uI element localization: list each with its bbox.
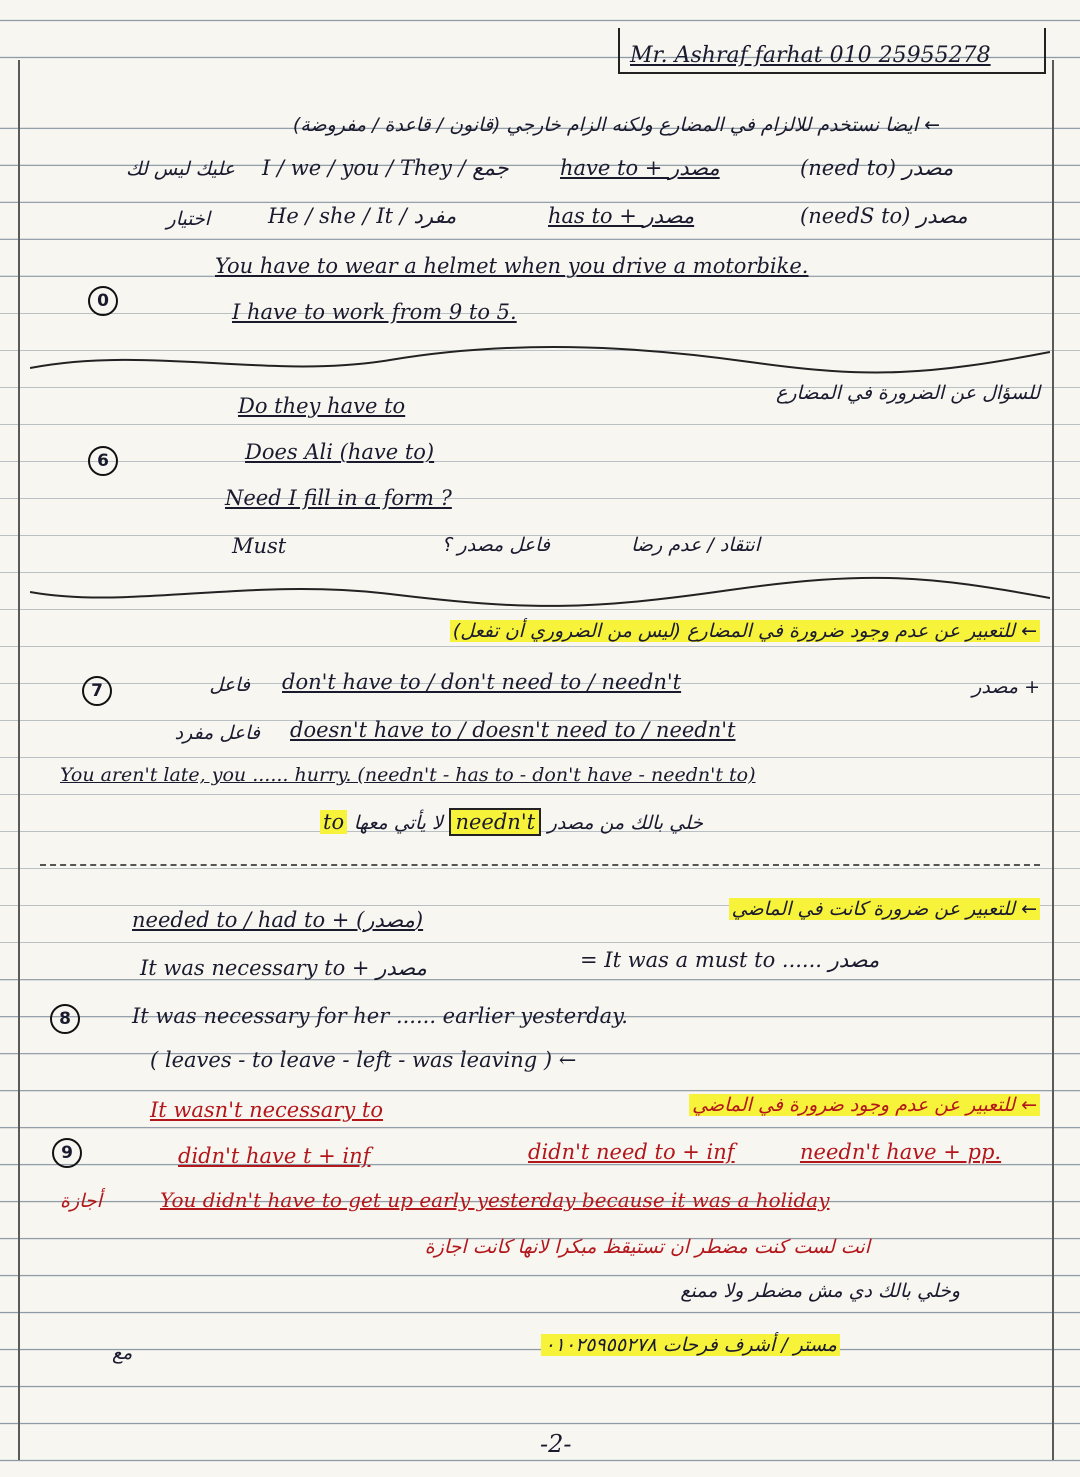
s7-note-to: to: [320, 810, 347, 834]
s7-number-circle: 7: [82, 676, 112, 706]
s0-row1-need: (need to) مصدر: [800, 156, 954, 180]
s9-note: [560, 1280, 960, 1302]
s6-must: Must: [232, 534, 287, 558]
wavy-divider-1: [30, 340, 1050, 380]
wavy-divider-2: [30, 572, 1050, 612]
s8-example: It was necessary for her ...... earlier yesterday.: [132, 1004, 628, 1028]
s8-arabic-title: [560, 898, 1040, 920]
s0-example1: You have to wear a helmet when you drive a motorbike.: [215, 254, 809, 278]
s7-example: You aren't late, you ...... hurry. (needn't - has to - don't have - needn't to): [60, 764, 756, 786]
s7-row1: don't have to / don't need to / needn't: [282, 670, 682, 694]
s9-form2: didn't have t + inf: [178, 1144, 371, 1168]
s8-form2b: = It was a must to ...... مصدر: [580, 948, 880, 972]
s9-example-arabic: انت لست كنت مضطر ان تستيقظ مبكرا لانها كانت اجازة: [424, 1236, 870, 1258]
s0-row1-form: have to + مصدر: [560, 156, 720, 180]
s6-must-arabic: فاعل مصدر ؟: [441, 534, 550, 556]
s0-arabic-note1: عليك ليس لك: [126, 158, 235, 180]
s7-note: [320, 810, 703, 834]
s0-number-circle: 0: [88, 286, 118, 316]
signature: [200, 1334, 840, 1356]
left-margin-line: [18, 60, 20, 1460]
page-number: -2-: [540, 1430, 572, 1458]
s9-form3: didn't need to + inf: [528, 1140, 735, 1164]
s9-arabic-title-text: ← للتعبير عن عدم وجود ضرورة في الماضي: [689, 1094, 1040, 1116]
s7-note-boxed: needn't: [449, 808, 541, 836]
s7-arabic-title-text: ← للتعبير عن عدم وجود ضرورة في المضارع (ليس من الضروري أن تفعل): [450, 620, 1040, 642]
s9-note-text: وخلي بالك دي مش مضطر ولا ممنع: [680, 1280, 960, 1302]
teacher-header: [618, 28, 1046, 74]
s9-number-circle: 9: [52, 1138, 82, 1168]
s6-question3: Need I fill in a form ?: [225, 486, 452, 510]
s7-plural-subject: فاعل: [209, 674, 250, 696]
s9-form1: It wasn't necessary to: [150, 1098, 383, 1122]
s0-row2-need: (needS to) مصدر: [800, 204, 968, 228]
s0-row2-pronouns: He / she / It / مفرد: [268, 204, 457, 228]
s8-arabic-title-text: ← للتعبير عن ضرورة كانت في الماضي: [729, 898, 1040, 920]
s8-choices: ( leaves - to leave - left - was leaving ) ←: [150, 1048, 577, 1072]
s9-example: You didn't have to get up early yesterday because it was a holiday: [160, 1188, 830, 1212]
s0-row2-form: has to + مصدر: [548, 204, 695, 228]
s6-number-circle: 6: [88, 446, 118, 476]
s0-example2: I have to work from 9 to 5.: [232, 300, 517, 324]
header-title: Mr. Ashraf farhat 010 25955278: [630, 43, 991, 68]
s7-row2: doesn't have to / doesn't need to / needn't: [290, 718, 736, 742]
s0-arabic-intro: ← ايضا نستخدم للالزام في المضارع ولكنه الزام خارجي (قانون / قاعدة / مفروضة): [292, 114, 940, 136]
s9-example-tag: أجازة: [60, 1190, 102, 1212]
s8-form2a: It was necessary to + مصدر: [140, 956, 427, 980]
s6-arabic-title: [640, 382, 1040, 404]
s6-criticism: انتقاد / عدم رضا: [631, 534, 760, 556]
s8-form1: needed to / had to + (مصدر): [132, 908, 424, 932]
s7-note-ar2: لا يأتي معها: [353, 812, 443, 834]
s0-arabic-note2: اختيار: [166, 208, 210, 230]
signature-text: مستر / أشرف فرحات ٠١٠٢٥٩٥٥٢٧٨: [541, 1334, 840, 1356]
right-margin-line: [1052, 60, 1054, 1460]
dashed-divider: [40, 864, 1040, 866]
s6-question1: Do they have to: [238, 394, 406, 418]
s7-masdar: + مصدر: [972, 676, 1040, 698]
s0-row1-pronouns: I / we / you / They / جمع: [262, 156, 509, 180]
s9-arabic-title: [580, 1094, 1040, 1116]
s7-note-ar: خلي بالك من مصدر: [547, 812, 704, 834]
s7-arabic-title: [160, 620, 1040, 642]
s6-arabic-title-text: للسؤال عن الضرورة في المضارع: [776, 382, 1040, 404]
s8-number-circle: 8: [50, 1004, 80, 1034]
s7-singular-subject: فاعل مفرد: [174, 722, 260, 744]
s6-question2: Does Ali (have to): [245, 440, 435, 464]
s9-form4: needn't have + pp.: [800, 1140, 1002, 1164]
signature-left-mark: مع: [112, 1342, 133, 1364]
